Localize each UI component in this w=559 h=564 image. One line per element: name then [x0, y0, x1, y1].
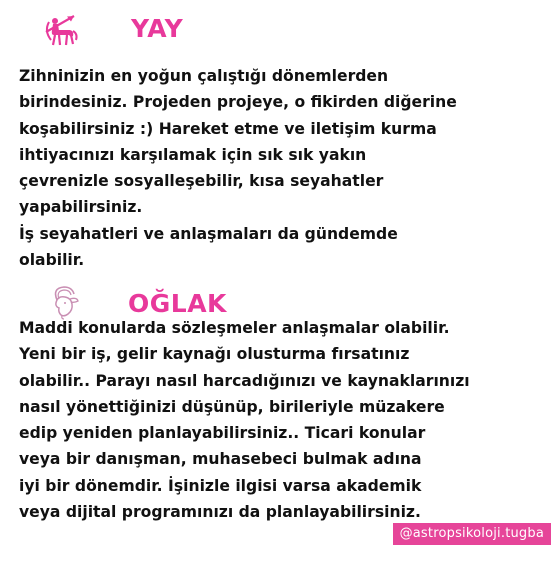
paragraph-line: olabilir.: [19, 251, 85, 270]
sagittarius-title: YAY: [131, 14, 184, 43]
paragraph-line: veya dijital programınızı da planlayabilirsiniz.: [19, 503, 421, 522]
paragraph-line: veya bir danışman, muhasebeci bulmak adına: [19, 450, 422, 469]
paragraph-line: çevrenizle sosyalleşebilir, kısa seyahatler: [19, 172, 384, 191]
paragraph-line: İş seyahatleri ve anlaşmaları da gündemde: [19, 224, 398, 243]
capricorn-paragraph: [19, 315, 554, 525]
paragraph-line: iyi bir dönemdir. İşinizle ilgisi varsa akademik: [19, 476, 422, 495]
paragraph-line: birindesiniz. Projeden projeye, o fikirden diğerine: [19, 93, 457, 112]
paragraph-line: Yeni bir iş, gelir kaynağı olusturma fırsatınız: [19, 345, 410, 364]
paragraph-line: ihtiyacınızı karşılamak için sık sık yakın: [19, 145, 367, 164]
paragraph-line: Maddi konularda sözleşmeler anlaşmalar olabilir.: [19, 319, 450, 337]
paragraph-line: koşabilirsiniz :) Hareket etme ve iletişim kurma: [19, 119, 437, 138]
paragraph-line: nasıl yönettiğinizi düşünüp, birileriyle müzakere: [19, 397, 445, 416]
paragraph-line: edip yeniden planlayabilirsiniz.. Ticari konular: [19, 424, 426, 443]
sagittarius-paragraph: [19, 63, 554, 273]
paragraph-line: Zihninizin en yoğun çalıştığı dönemlerden: [19, 67, 389, 85]
capricorn-title: OĞLAK: [128, 289, 227, 318]
paragraph-line: olabilir.. Parayı nasıl harcadığınızı ve kaynaklarınızı: [19, 371, 470, 390]
sagittarius-centaur-icon: [40, 12, 80, 48]
account-watermark: @astropsikoloji.tugba: [393, 523, 551, 545]
paragraph-line: yapabilirsiniz.: [19, 198, 143, 217]
